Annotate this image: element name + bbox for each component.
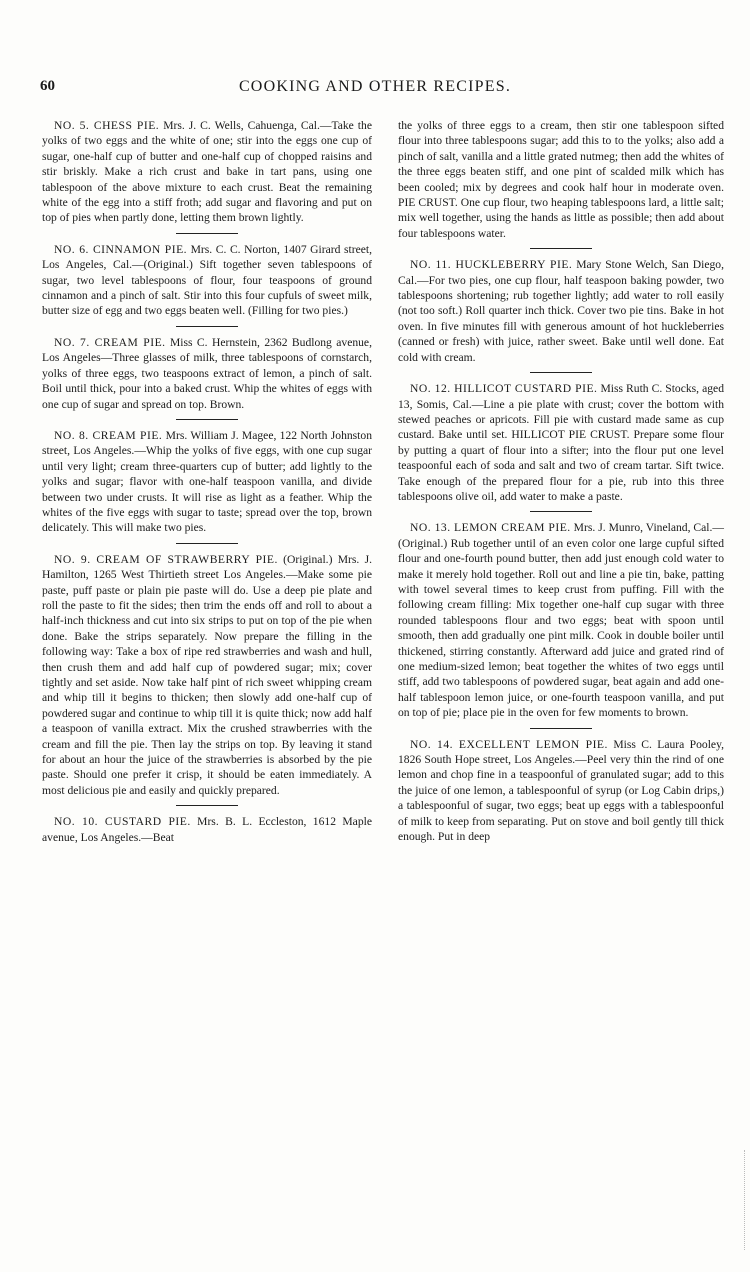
recipe-heading: NO. 11. HUCKLEBERRY PIE.: [410, 258, 573, 272]
recipe-heading: NO. 5. CHESS PIE.: [54, 119, 160, 132]
recipe-body: Mrs. J. C. Wells, Cahuenga, Cal.—Take the yolks of two eggs and the white of one; stir into the eggs one cup of sugar, one-half cup of butter and one-half cup of chopped raisins and stir briskly. Make a rich crust and bake in tart pans, using one tablespoon of the above mixture to each crust. Beat the remaining white of the egg into a stiff froth; add sugar and flavoring and put on top of pies when partly done, letting them brown lightly.: [42, 119, 372, 225]
recipe-body: the yolks of three eggs to a cream, then stir one tablespoon sifted flour into three tablespoons sugar; add this to to the yolks; also add a pinch of salt, vanilla and a little grated nutmeg; then add the whites of the three eggs beaten stiff, and one pint of scalded milk which has been cooled; mix by degrees and cook half hour in moderate oven. PIE CRUST. One cup flour, two heaping tablespoons lard, a little salt; mix well together, using the hands as little as possible; then add about four tablespoons water.: [398, 119, 724, 240]
right-column: [398, 118, 724, 851]
recipe-heading: NO. 10. CUSTARD PIE.: [54, 815, 191, 829]
recipe-huckleberry-pie: [398, 257, 724, 365]
left-column: [42, 118, 372, 852]
section-rule: [530, 511, 592, 512]
section-rule: [530, 728, 592, 729]
recipe-custard-pie-continued: [398, 118, 724, 241]
recipe-cream-pie-7: [42, 335, 372, 412]
recipe-cream-pie-8: [42, 428, 372, 536]
recipe-body: (Original.) Mrs. J. Hamilton, 1265 West Thirtieth street Los Angeles.—Make some pie paste, puff paste or plain pie paste will do. Use a deep pie plate and roll the paste to fit the sides; then trim the ends off and roll to about a half-inch thickness and cut into six strips to put on top of the pie when done. Bake the strips separately. Now prepare the filling in the following way: Take a box of ripe red strawberries and wash and hull, then crush them and add half cup of powdered sugar; mix; cover tightly and set aside. Now take half pint of rich sweet whipping cream and whip till it begins to thicken; then slowly add one-half cup of powdered sugar and continue to whip till it is quite thick; now add half a teaspoon of vanilla extract. Mix the crushed strawberries with the cream and fill the pie. Then lay the strips on top. By leaving it stand for about an hour the juice of the strawberries is absorbed by the pie paste. Should one prefer it crisp, it should be eaten immediately. A most delicious pie and easily and quickly prepared.: [42, 552, 373, 797]
recipe-heading: NO. 9. CREAM OF STRAWBERRY PIE.: [54, 552, 278, 566]
recipe-heading: NO. 14. EXCELLENT LEMON PIE.: [410, 737, 608, 751]
recipe-body: Mary Stone Welch, San Diego, Cal.—For two pies, one cup flour, half teaspoon baking powder, two tablespoons shortening; rub together lightly; add water to roll easily (not too soft.) Roll quarter inch thick. Cover two pie tins. Bake in hot oven. In five minutes fill with generous amount of hot huckleberries (canned or fresh) with juice, rather sweet. Bake until well done. Eat cold with cream.: [398, 258, 724, 364]
recipe-cinnamon-pie: [42, 242, 372, 319]
recipe-heading: NO. 12. HILLICOT CUSTARD PIE.: [410, 382, 598, 396]
column-divider: [385, 118, 386, 1203]
section-rule: [176, 419, 238, 420]
recipe-body: Mrs. C. C. Norton, 1407 Girard street, Los Angeles, Cal.—(Original.) Sift together seven tablespoons of sugar, two level tablespoons of flour, four teaspoons of ground cinnamon and a pinch of salt. Stir into this four cupfuls of sweet milk, butter size of egg and two eggs beaten well. (Filling for two pies.): [42, 242, 372, 318]
recipe-custard-pie: [42, 814, 372, 845]
recipe-body: Miss C. Laura Pooley, 1826 South Hope street, Los Angeles.—Peel very thin the rind of one lemon and chop fine in a teaspoonful of granulated sugar; add to this the juice of one lemon, a tablespoonful of syrup (or Log Cabin drips,) a tablespoonful of sugar, two eggs; beat up eggs with a tablespoonful of milk to keep from separating. Put on stove and boil gently till thick enough. Put in deep: [398, 737, 725, 844]
running-head-title: COOKING AND OTHER RECIPES.: [238, 78, 512, 95]
recipe-strawberry-pie: [42, 552, 372, 799]
section-rule: [176, 805, 238, 806]
recipe-heading: NO. 8. CREAM PIE.: [54, 428, 163, 442]
section-rule: [176, 326, 238, 327]
recipe-chess-pie: [42, 118, 372, 226]
section-rule: [530, 372, 592, 373]
recipe-heading: NO. 6. CINNAMON PIE.: [54, 242, 188, 256]
scan-edge-mark: [744, 1150, 745, 1250]
recipe-body: Miss Ruth C. Stocks, aged 13, Somis, Cal.—Line a pie plate with crust; cover the bottom with stewed peaches or apricots. Fill pie with custard made same as cup custard. Bake until set. HILLICOT PIE CRUST. Prepare some flour by putting a quart of flour into a sifter; into the flour put one level teaspoonful each of soda and salt and two of cream tartar. Sift twice. Take enough of the prepared flour for a pie, rub into this three tablespoons olive oil, add water to make a paste.: [398, 382, 724, 503]
recipe-body: Mrs. B. L. Eccleston, 1612 Maple avenue, Los Angeles.—Beat: [42, 815, 372, 844]
recipe-body: Mrs. J. Munro, Vineland, Cal.—(Original.) Rub together until of an even color one large cupful sifted flour and one-fourth pound butter, then add just enough cold water to make it merely hold together. Roll out and line a pie tin, bake, patting with towel several times to keep crust from puffing. Fill with the following cream filling: Mix together one-half cup sugar with three rounded tablespoons flour and two eggs; beat with spoon until smooth, then add gradually one pint milk. Cook in double boiler until thickened, stirring constantly. Afterward add juice and grated rind of one medium-sized lemon; beat together the whites of two eggs until stiff, add two tablespoons of powdered sugar, beat again and add one-half tablespoon lemon juice, or one-fourth teaspoon vanilla, and put on top of pie; place pie in the oven for few moments to brown.: [398, 521, 725, 720]
section-rule: [176, 543, 238, 544]
section-rule: [530, 248, 592, 249]
recipe-heading: NO. 7. CREAM PIE.: [54, 335, 166, 349]
recipe-lemon-cream-pie: [398, 520, 724, 720]
recipe-heading: NO. 13. LEMON CREAM PIE.: [410, 521, 571, 535]
recipe-hillicot-custard-pie: [398, 381, 724, 504]
section-rule: [176, 233, 238, 234]
recipe-excellent-lemon-pie: [398, 737, 724, 845]
recipe-body: Miss C. Hernstein, 2362 Budlong avenue, Los Angeles—Three glasses of milk, three tablespoons of cornstarch, yolks of three eggs, two teaspoons extract of lemon, a pinch of salt. Boil until thick, pour into a baked crust. Whip the whites of eggs with one cup of sugar and spread on top. Brown.: [42, 335, 372, 411]
page-number: 60: [40, 78, 55, 94]
recipe-body: Mrs. William J. Magee, 122 North Johnston street, Los Angeles.—Whip the yolks of five eggs, with one cup sugar until very light; cream three-quarters cup of butter; add lightly to the yolks and sugar; flavor with one-half teaspoon vanilla, and divide between two under crusts. It will rise as light as a feather. Whip the whites of the five eggs with sugar to taste; spread over the top, brown delicately. This will make two pies.: [42, 428, 372, 535]
